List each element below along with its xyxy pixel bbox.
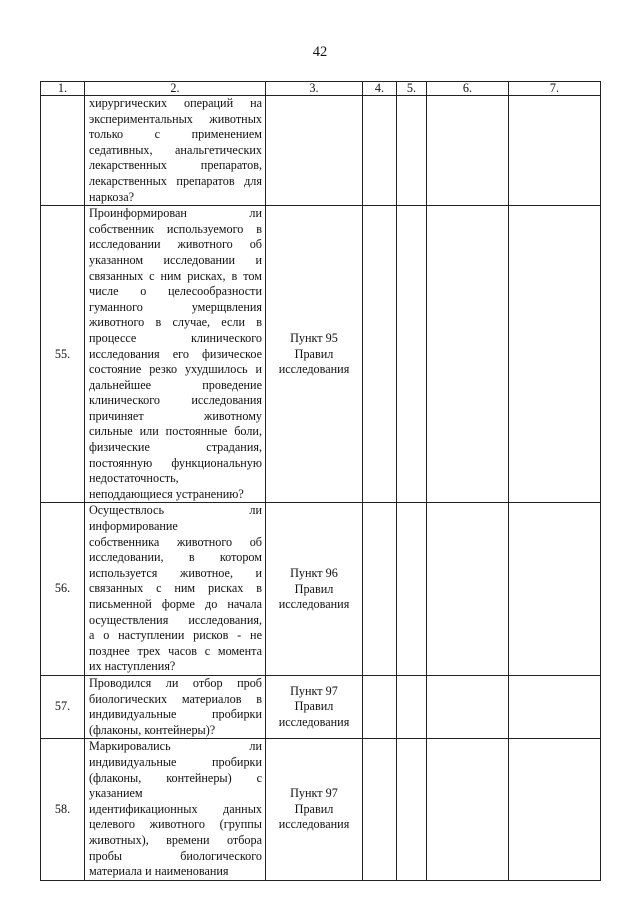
question-line: постоянную функциональную	[89, 455, 262, 470]
question-line: лекарственных препаратов,	[89, 158, 262, 173]
question-line: числе о целесообразности	[89, 284, 262, 299]
question-line: седативных, анальгетических	[89, 142, 262, 157]
reference-line: Правил	[294, 699, 334, 714]
notes-cell	[509, 675, 601, 738]
question-text	[85, 503, 266, 676]
answer-yes-cell	[363, 675, 397, 738]
question-text	[85, 675, 266, 738]
not-applicable-cell	[427, 96, 509, 206]
legal-reference	[266, 675, 363, 738]
question-line: исследования его физическое	[89, 346, 262, 361]
question-line: клинического исследования	[89, 393, 262, 408]
answer-yes-cell	[363, 206, 397, 503]
question-line: (флаконы, контейнеры)?	[89, 722, 216, 737]
question-line: индивидуальные пробирки	[89, 754, 262, 769]
question-line: индивидуальные пробирки	[89, 707, 262, 722]
question-line: Проинформирован ли	[89, 206, 262, 221]
header-row	[41, 82, 601, 96]
question-line: указанием	[89, 786, 143, 801]
reference-line: Правил	[294, 346, 334, 361]
table-row	[41, 739, 601, 880]
column-header-5: 5.	[397, 82, 427, 96]
question-line: Осуществлось ли	[89, 503, 262, 518]
answer-no-cell	[397, 503, 427, 676]
legal-reference	[266, 206, 363, 503]
answer-no-cell	[397, 675, 427, 738]
question-line: указанном исследовании и	[89, 252, 262, 267]
reference-line: Правил	[294, 801, 334, 816]
not-applicable-cell	[427, 739, 509, 880]
question-line: животных), времени отбора	[89, 832, 262, 847]
table-row	[41, 96, 601, 206]
legal-reference	[266, 739, 363, 880]
question-line: животного в случае, если в	[89, 315, 262, 330]
question-line: позднее трех часов с момента	[89, 643, 262, 658]
answer-no-cell	[397, 206, 427, 503]
question-line: только с применением	[89, 127, 262, 142]
question-line: исследовании животного об	[89, 237, 262, 252]
question-line: материала и наименования	[89, 864, 229, 879]
column-header-4: 4.	[363, 82, 397, 96]
question-line: собственника животного об	[89, 534, 262, 549]
question-line: пробы биологического	[89, 848, 262, 863]
question-line: биологических материалов в	[89, 691, 262, 706]
question-line: их наступления?	[89, 659, 176, 674]
answer-yes-cell	[363, 503, 397, 676]
table-row	[41, 206, 601, 503]
table-body	[41, 96, 601, 881]
question-text	[85, 739, 266, 880]
question-text	[85, 96, 266, 206]
column-header-6: 6.	[427, 82, 509, 96]
question-line: осуществления исследования,	[89, 612, 262, 627]
legal-reference	[266, 96, 363, 206]
legal-reference	[266, 503, 363, 676]
question-line: наркоза?	[89, 189, 135, 204]
notes-cell	[509, 96, 601, 206]
reference-line: исследования	[278, 714, 350, 729]
question-line: а о наступлении рисков - не	[89, 628, 262, 643]
question-line: состояние резко ухудшилось и	[89, 362, 262, 377]
reference-line: исследования	[278, 362, 350, 376]
column-header-3: 3.	[266, 82, 363, 96]
row-number: 58.	[41, 739, 85, 880]
question-line: недостаточность,	[89, 471, 179, 486]
not-applicable-cell	[427, 503, 509, 676]
reference-line: исследования	[278, 596, 350, 611]
column-header-7: 7.	[509, 82, 601, 96]
question-line: неподдающиеся устранению?	[89, 486, 244, 501]
not-applicable-cell	[427, 206, 509, 503]
question-line: связанных с ним рисках в	[89, 581, 262, 596]
answer-no-cell	[397, 739, 427, 880]
reference-line: Правил	[294, 581, 334, 596]
question-line: дальнейшее проведение	[89, 377, 262, 392]
question-line: (флаконы, контейнеры) с	[89, 770, 262, 785]
answer-yes-cell	[363, 96, 397, 206]
checklist-table	[40, 81, 601, 881]
row-number	[41, 96, 85, 206]
answer-no-cell	[397, 96, 427, 206]
question-line: экспериментальных животных	[89, 111, 262, 126]
answer-yes-cell	[363, 739, 397, 880]
row-number: 57.	[41, 675, 85, 738]
notes-cell	[509, 739, 601, 880]
question-line: процессе клинического	[89, 330, 262, 345]
reference-line: Пункт 96	[290, 566, 338, 581]
notes-cell	[509, 206, 601, 503]
question-line: причиняет животному	[89, 408, 262, 423]
reference-line: Пункт 95	[290, 331, 338, 346]
question-line: гуманного умерщвления	[89, 299, 262, 314]
question-line: лекарственных препаратов для	[89, 173, 262, 188]
reference-line: Пункт 97	[290, 684, 338, 699]
column-header-2: 2.	[85, 82, 266, 96]
question-line: целевого животного (группы	[89, 817, 262, 832]
reference-line: Пункт 97	[290, 786, 338, 801]
question-line: Маркировались ли	[89, 739, 262, 754]
reference-line: исследования	[278, 817, 350, 832]
question-line: физические страдания,	[89, 440, 262, 455]
question-line: письменной форме до начала	[89, 597, 262, 611]
not-applicable-cell	[427, 675, 509, 738]
question-line: идентификационных данных	[89, 801, 262, 816]
notes-cell	[509, 503, 601, 676]
question-line: связанных с ним рисках, в том	[89, 268, 262, 283]
question-line: информирование	[89, 519, 178, 534]
column-header-1: 1.	[41, 82, 85, 96]
question-text	[85, 206, 266, 503]
table-row	[41, 675, 601, 738]
question-line: используется животное, и	[89, 565, 262, 580]
row-number: 56.	[41, 503, 85, 676]
table-row	[41, 503, 601, 676]
page-number: 42	[312, 44, 328, 60]
question-line: исследовании, в котором	[89, 550, 262, 565]
question-line: сильные или постоянные боли,	[89, 424, 262, 439]
row-number: 55.	[41, 206, 85, 503]
question-line: собственник используемого в	[89, 221, 262, 236]
question-line: хирургических операций на	[89, 96, 262, 110]
question-line: Проводился ли отбор проб	[89, 675, 262, 690]
